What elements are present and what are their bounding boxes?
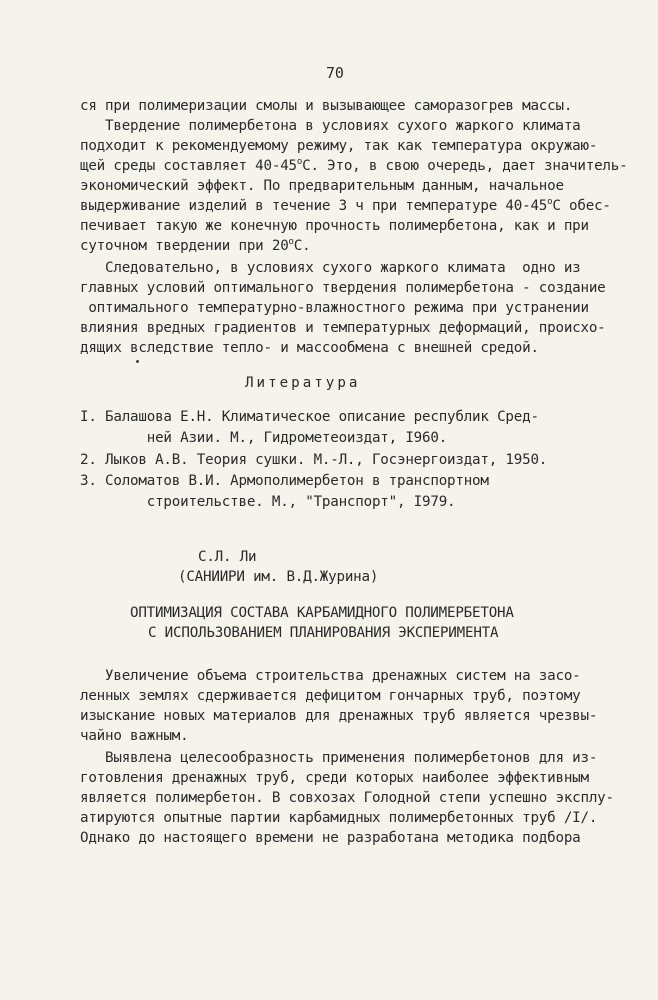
text-line: ленных землях сдерживается дефицитом гончарных труб, поэтому bbox=[80, 688, 581, 704]
text-line: влияния вредных градиентов и температурных деформаций, происхо- bbox=[80, 320, 606, 336]
text-line: печивает такую же конечную прочность полимербетона, как и при bbox=[80, 218, 589, 234]
text-line: является полимербетон. В совхозах Голодной степи успешно эксплу- bbox=[80, 790, 614, 806]
ink-speck bbox=[136, 360, 139, 363]
text-line: Однако до настоящего времени не разработана методика подбора bbox=[80, 830, 581, 846]
text-line: щей среды составляет $40-45^оС$. Это, в свою очередь, дает значитель- bbox=[80, 157, 628, 174]
text-line: дящих вследствие тепло- и массообмена с внешней средой. bbox=[80, 340, 539, 356]
literature-heading: Литература bbox=[245, 375, 361, 391]
author-affiliation: (САНИИРИ им. В.Д.Журина) bbox=[178, 569, 379, 585]
text-line: изыскание новых материалов для дренажных труб является чрезвы- bbox=[80, 708, 598, 724]
text-line: экономический эффект. По предварительным данным, начальное bbox=[80, 178, 564, 194]
text-line: подходит к рекомендуемому режиму, так как температура окружаю- bbox=[80, 138, 598, 154]
text-line: готовления дренажных труб, среди которых наиболее эффективным bbox=[80, 770, 589, 786]
reference-item: 3. Соломатов В.И. Армополимербетон в транспортном bbox=[80, 473, 489, 489]
text-line: Следовательно, в условиях сухого жаркого климата одно из bbox=[80, 260, 581, 276]
article-title-line: С ИСПОЛЬЗОВАНИЕМ ПЛАНИРОВАНИЯ ЭКСПЕРИМЕНТА bbox=[148, 625, 499, 641]
reference-item: 2. Лыков А.В. Теория сушки. М.-Л., Госэнергоиздат, 1950. bbox=[80, 452, 548, 468]
text-line: Твердение полимербетона в условиях сухого жаркого климата bbox=[80, 118, 581, 134]
text-line: оптимального температурно-влажностного режима при устранении bbox=[80, 300, 589, 316]
text-line: ся при полимеризации смолы и вызывающее саморазогрев массы. bbox=[80, 98, 573, 114]
article-title-line: ОПТИМИЗАЦИЯ СОСТАВА КАРБАМИДНОГО ПОЛИМЕРБЕТОНА bbox=[130, 605, 514, 621]
reference-item: ней Азии. М., Гидрометеоиздат, I960. bbox=[80, 430, 448, 446]
text-line: суточном твердении при $20^оС$. bbox=[80, 237, 311, 254]
author-name: С.Л. Ли bbox=[198, 549, 257, 565]
text-line: главных условий оптимального твердения полимербетона - создание bbox=[80, 280, 606, 296]
page-number: 70 bbox=[326, 64, 344, 82]
reference-item: I. Балашова Е.Н. Климатическое описание республик Сред- bbox=[80, 409, 539, 425]
text-line: Выявлена целесообразность применения полимербетонов для из- bbox=[80, 750, 598, 766]
reference-item: строительстве. М., "Транспорт", I979. bbox=[80, 494, 456, 510]
text-line: чайно важным. bbox=[80, 728, 189, 744]
text-line: атируются опытные партии карбамидных полимербетонных труб /I/. bbox=[80, 810, 598, 826]
text-line: Увеличение объема строительства дренажных систем на засо- bbox=[80, 668, 581, 684]
text-line: выдерживание изделий в течение 3 ч при температуре $40-45^оС$ обес- bbox=[80, 197, 611, 214]
